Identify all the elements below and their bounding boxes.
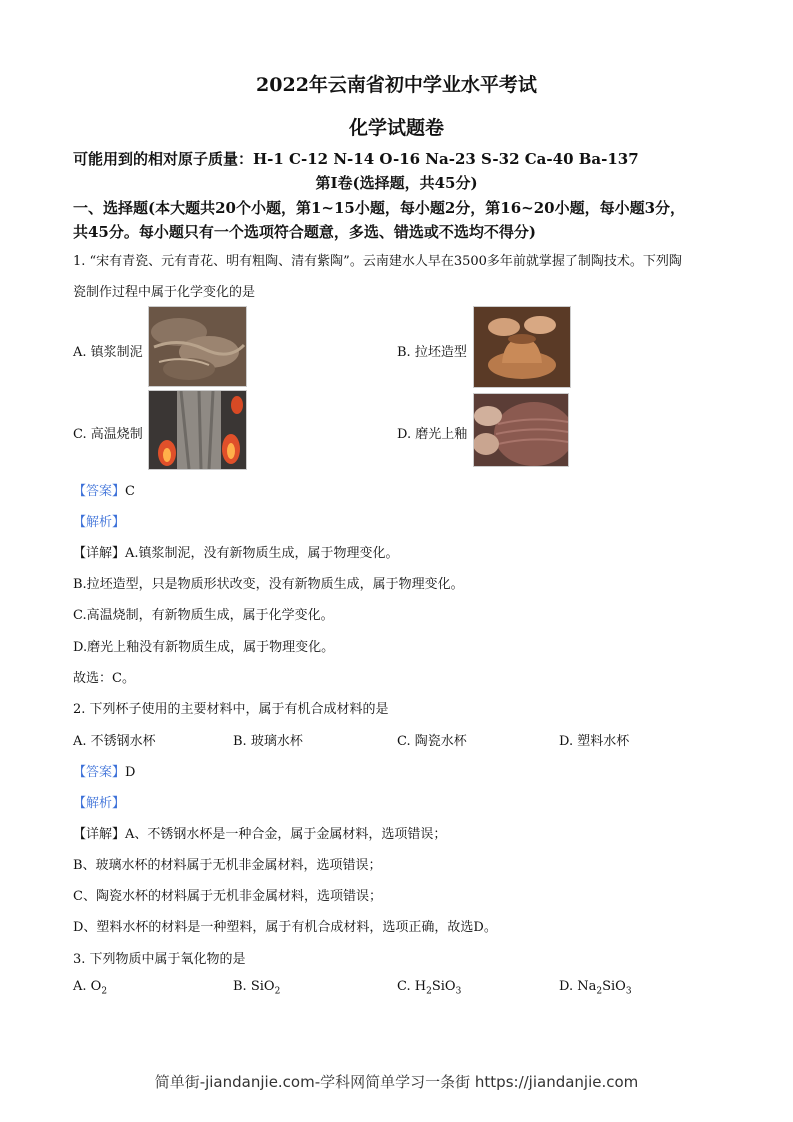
section-instructions-line2: 共45分。每小题只有一个选项符合题意，多选、错选或不选均不得分)	[73, 223, 536, 241]
formula-subscript: 2	[426, 986, 432, 997]
exam-title: 2022年云南省初中学业水平考试	[256, 74, 537, 96]
formula-part: Na	[577, 979, 597, 994]
kiln-firing-image	[148, 390, 247, 470]
option-prefix: D.	[559, 979, 578, 994]
formula-subscript: 2	[101, 986, 108, 997]
detail-text: A.镇浆制泥，没有新物质生成，属于物理变化。	[125, 546, 399, 561]
formula-subscript: 3	[455, 986, 462, 997]
detail-tag: 【详解】	[73, 546, 126, 561]
section-instructions-line1: 一、选择题(本大题共20个小题，第1~15小题，每小题2分，第16~20小题，每小题3分，	[73, 199, 686, 217]
q1-stem-line2: 瓷制作过程中属于化学变化的是	[73, 285, 256, 300]
q2-analysis-tag: 【解析】	[73, 796, 126, 811]
q2-detail-line2: B、玻璃水杯的材料属于无机非金属材料，选项错误；	[73, 858, 382, 873]
q1-analysis-tag: 【解析】	[73, 515, 126, 530]
q1-option-d-label: D. 磨光上釉	[397, 427, 468, 442]
q2-option-b: B. 玻璃水杯	[233, 734, 303, 749]
q3-option-d	[559, 979, 632, 997]
formula-part: SiO	[250, 979, 275, 994]
q3-option-c	[397, 979, 461, 997]
formula-subscript: 3	[625, 986, 632, 997]
detail-text: A、不锈钢水杯是一种合金，属于金属材料，选项错误；	[125, 827, 447, 842]
q1-detail-line4: D.磨光上釉没有新物质生成，属于物理变化。	[73, 640, 335, 655]
answer-value: D	[125, 765, 136, 780]
part-title: 第Ⅰ卷(选择题，共45分)	[315, 174, 478, 192]
formula-subscript: 2	[274, 986, 281, 997]
q3-option-a	[73, 979, 107, 997]
q1-answer	[73, 480, 135, 499]
q1-detail-line1	[73, 542, 399, 561]
answer-tag: 【答案】	[73, 765, 126, 780]
q2-answer	[73, 761, 135, 780]
q3-option-b	[233, 979, 280, 997]
q1-stem-line1: 1. “宋有青瓷、元有青花、明有粗陶、清有紫陶”。云南建水人早在3500多年前就掌握了制陶技术。下列陶	[73, 254, 682, 269]
q1-option-c-label: C. 高温烧制	[73, 427, 143, 442]
q1-option-a-label: A. 镇浆制泥	[73, 345, 143, 360]
q2-detail-line3: C、陶瓷水杯的材料属于无机非金属材料，选项错误；	[73, 889, 382, 904]
clay-kneading-image	[148, 306, 247, 387]
formula-part: SiO	[431, 979, 456, 994]
formula-part: H	[414, 979, 427, 994]
atomic-mass-line: 可能用到的相对原子质量：H-1 C-12 N-14 O-16 Na-23 S-32 Ca-40 Ba-137	[73, 150, 639, 168]
option-prefix: C.	[397, 979, 415, 994]
q2-detail-line1	[73, 823, 446, 842]
q1-detail-line3: C.高温烧制，有新物质生成，属于化学变化。	[73, 608, 334, 623]
formula-subscript: 2	[596, 986, 603, 997]
q3-stem: 3. 下列物质中属于氧化物的是	[73, 952, 246, 967]
q1-detail-line2: B.拉坯造型，只是物质形状改变，没有新物质生成，属于物理变化。	[73, 577, 464, 592]
answer-tag: 【答案】	[73, 484, 126, 499]
glazing-image	[473, 393, 569, 467]
q2-option-a: A. 不锈钢水杯	[73, 734, 156, 749]
formula-part: SiO	[602, 979, 626, 994]
q2-option-d: D. 塑料水杯	[559, 734, 630, 749]
pottery-throwing-image	[473, 306, 571, 388]
option-prefix: A.	[73, 979, 91, 994]
page-footer-link[interactable]: 简单街-jiandanjie.com-学科网简单学习一条街 https://jiandanjie.com	[154, 1073, 639, 1091]
answer-value: C	[125, 484, 135, 499]
q2-option-c: C. 陶瓷水杯	[397, 734, 467, 749]
q2-detail-line4: D、塑料水杯的材料是一种塑料，属于有机合成材料，选项正确，故选D。	[73, 920, 497, 935]
q1-option-b-label: B. 拉坯造型	[397, 345, 467, 360]
q2-stem: 2. 下列杯子使用的主要材料中，属于有机合成材料的是	[73, 702, 389, 717]
formula-part: O	[90, 979, 102, 994]
option-prefix: B.	[233, 979, 251, 994]
detail-tag: 【详解】	[73, 827, 126, 842]
exam-subtitle: 化学试题卷	[348, 117, 444, 139]
q1-conclusion: 故选：C。	[73, 671, 135, 686]
